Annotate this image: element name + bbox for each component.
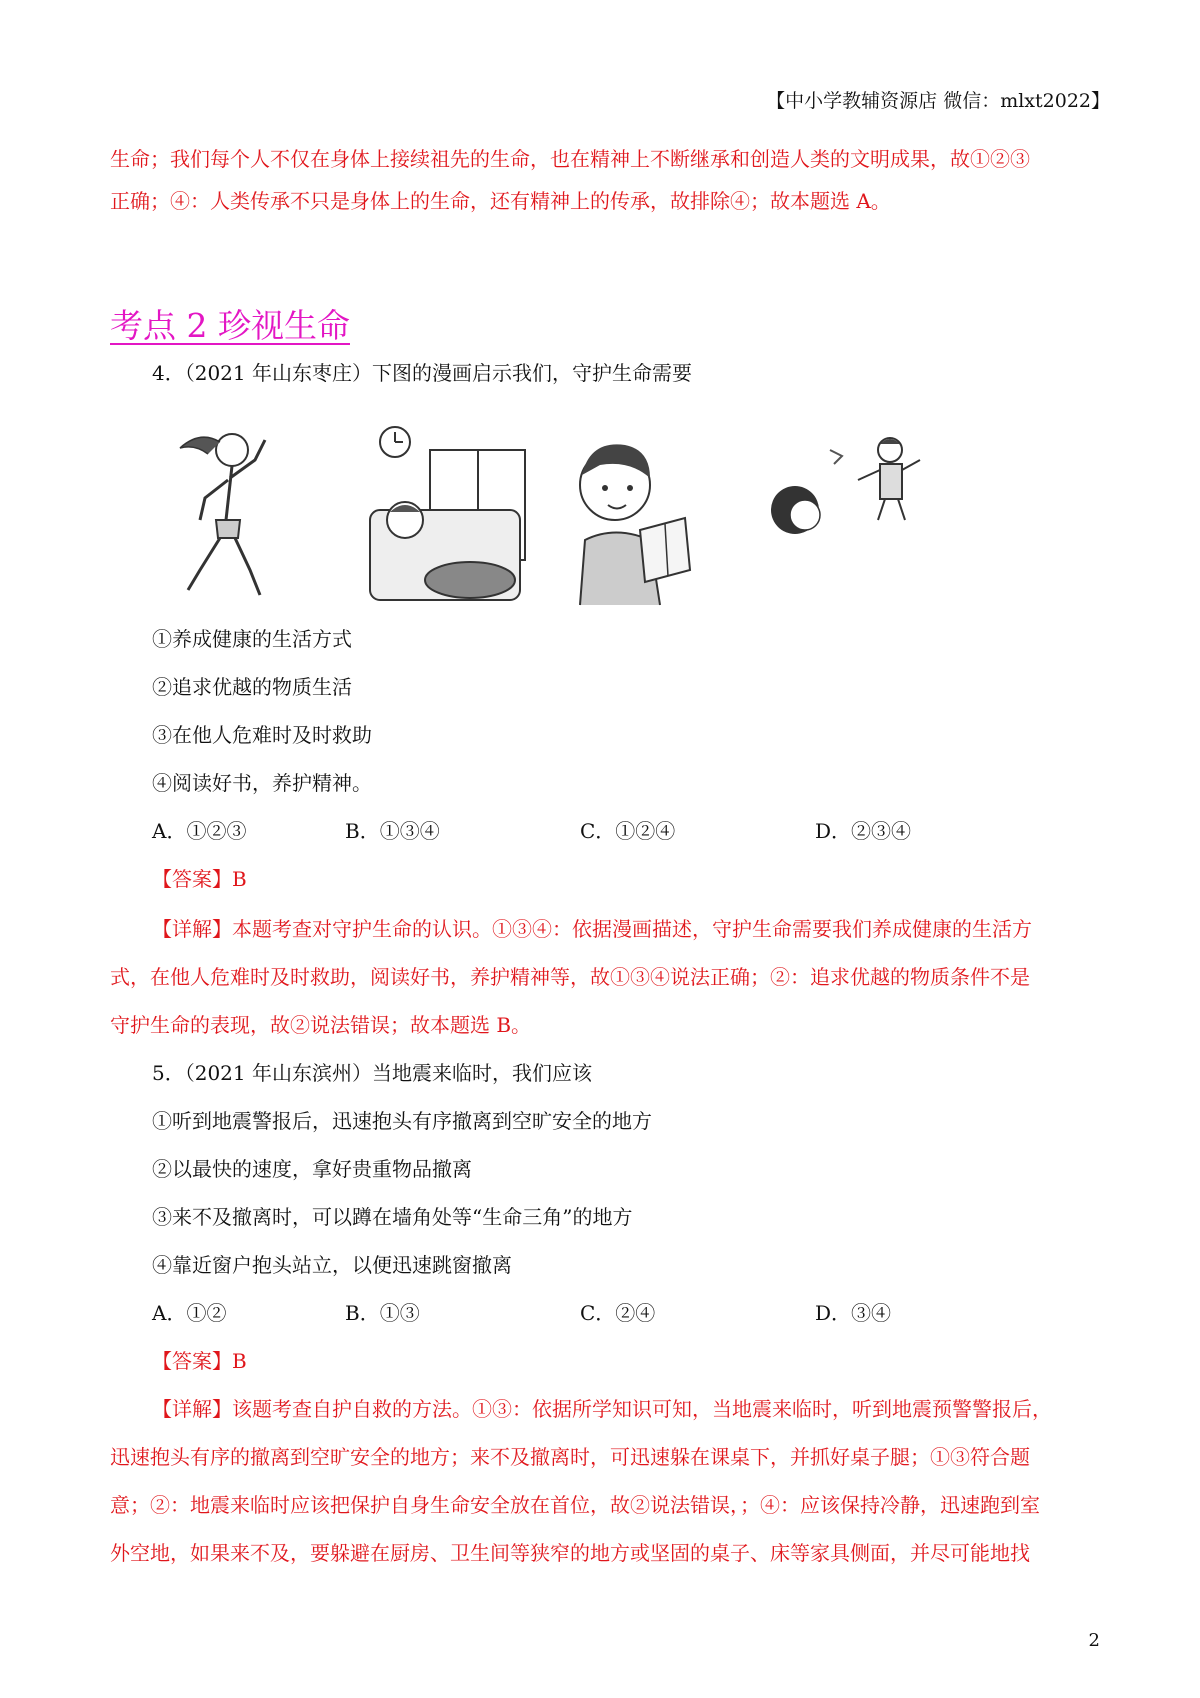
q5-option-d: D．③④ [815,1301,892,1325]
header-watermark: 【中小学教辅资源店 微信：mlxt2022】 [766,90,1110,112]
q5-option-c: C．②④ [580,1301,656,1325]
q5-item-4: ④靠近窗户抱头站立，以便迅速跳窗撤离 [152,1253,512,1277]
q5-item-1: ①听到地震警报后，迅速抱头有序撤离到空旷安全的地方 [152,1109,652,1133]
q4-explanation-line-3: 守护生命的表现，故②说法错误；故本题选 B。 [110,1013,532,1037]
q4-explanation-line-1: 【详解】本题考查对守护生命的认识。①③④：依据漫画描述，守护生命需要我们养成健康的生活方 [152,917,1032,941]
q4-option-c: C．①②④ [580,819,676,843]
q4-item-3: ③在他人危难时及时救助 [152,723,372,747]
q5-explanation-line-2: 迅速抱头有序的撤离到空旷安全的地方；来不及撤离时，可迅速躲在课桌下，并抓好桌子腿；①③符合题 [110,1445,1030,1469]
q4-item-4: ④阅读好书，养护精神。 [152,771,372,795]
q4-item-1: ①养成健康的生活方式 [152,627,352,651]
q4-option-b: B．①③④ [345,819,440,843]
q4-item-2: ②追求优越的物质生活 [152,675,352,699]
boy-sleeping-clock-illustration [360,420,530,610]
q5-option-a: A．①② [152,1301,227,1325]
page-number: 2 [1088,1630,1100,1651]
prev-explanation-line-1: 生命；我们每个人不仅在身体上接续祖先的生命，也在精神上不断继承和创造人类的文明成果，故①②③ [110,147,1030,171]
q4-option-d: D．②③④ [815,819,912,843]
q5-item-2: ②以最快的速度，拿好贵重物品撤离 [152,1157,472,1181]
running-girl-illustration [160,420,290,610]
q5-explanation-line-4: 外空地，如果来不及，要躲避在厨房、卫生间等狭窄的地方或坚固的桌子、床等家具侧面，并尽可能地找 [110,1541,1030,1565]
prev-explanation-line-2: 正确；④：人类传承不只是身体上的生命，还有精神上的传承，故排除④；故本题选 A。 [110,189,891,213]
q5-item-3: ③来不及撤离时，可以蹲在墙角处等“生命三角”的地方 [152,1205,633,1229]
section-title: 考点 2 珍视生命 [110,306,350,345]
q4-stem: 4．（2021 年山东枣庄）下图的漫画启示我们，守护生命需要 [152,361,692,385]
q4-comic-strip [160,420,990,610]
boy-reading-book-illustration [560,420,700,610]
boy-helping-friend-illustration [750,420,930,610]
q5-answer: 【答案】B [152,1349,247,1373]
q5-stem: 5．（2021 年山东滨州）当地震来临时，我们应该 [152,1061,592,1085]
q5-explanation-line-3: 意；②：地震来临时应该把保护自身生命安全放在首位，故②说法错误，；④：应该保持冷静，迅速跑到室 [110,1493,1040,1517]
q5-explanation-line-1: 【详解】该题考查自护自救的方法。①③：依据所学知识可知，当地震来临时，听到地震预警警报后， [152,1397,1052,1421]
q4-answer: 【答案】B [152,867,247,891]
q5-option-b: B．①③ [345,1301,420,1325]
q4-option-a: A．①②③ [152,819,247,843]
q4-explanation-line-2: 式，在他人危难时及时救助，阅读好书，养护精神等，故①③④说法正确；②：追求优越的物质条件不是 [110,965,1030,989]
